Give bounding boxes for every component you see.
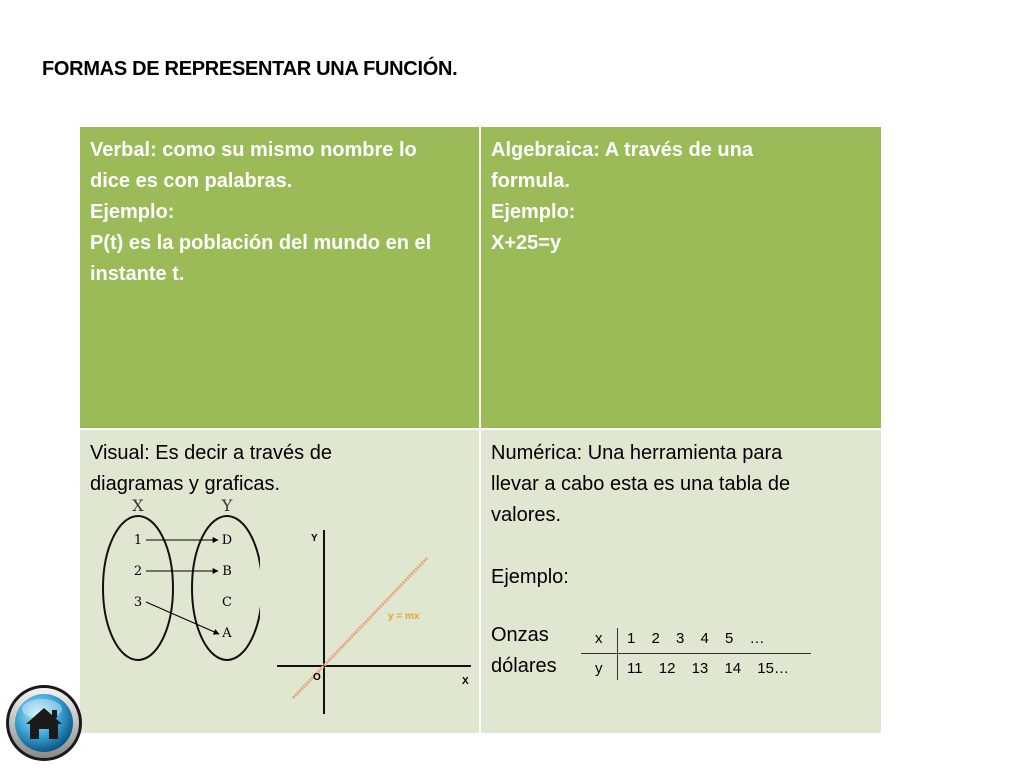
- dolares-label: dólares: [491, 655, 557, 677]
- table-divider-vertical: [617, 628, 618, 680]
- numerica-example-label: Ejemplo:: [491, 566, 569, 588]
- numerica-line: Numérica: Una herramienta para: [491, 442, 783, 464]
- algebraica-line: Ejemplo:: [491, 201, 576, 223]
- cell-visual: [80, 430, 479, 733]
- home-button[interactable]: [4, 683, 84, 763]
- graph-line-label: y = mx: [388, 611, 420, 622]
- table-y-values: 11 12 13 14 15…: [627, 660, 789, 677]
- page-title: FORMAS DE REPRESENTAR UNA FUNCIÓN.: [42, 58, 458, 80]
- verbal-line: P(t) es la población del mundo en el: [90, 232, 432, 254]
- codomain-element: A: [222, 626, 232, 641]
- visual-line: diagramas y graficas.: [90, 473, 281, 495]
- values-table: [581, 626, 816, 686]
- algebraica-line: formula.: [491, 170, 570, 192]
- domain-element: 2: [133, 564, 143, 579]
- numerica-line: valores.: [491, 504, 562, 526]
- verbal-line: dice es con palabras.: [90, 170, 293, 192]
- graph-y-label: Y: [311, 533, 318, 544]
- home-icon: [4, 683, 84, 763]
- mapping-diagram: [90, 498, 260, 668]
- representation-grid: [80, 127, 880, 732]
- verbal-line: Ejemplo:: [90, 201, 175, 223]
- cell-numerica: [481, 430, 881, 733]
- verbal-line: Verbal: como su mismo nombre lo: [90, 139, 417, 161]
- cell-algebraica: [481, 127, 881, 428]
- visual-line: Visual: Es decir a través de: [90, 442, 332, 464]
- table-y-label: y: [595, 660, 603, 677]
- cell-verbal: [80, 127, 479, 428]
- mapping-arrow: [146, 602, 219, 634]
- algebraica-line: Algebraica: A través de una: [491, 139, 753, 161]
- algebraica-line: X+25=y: [491, 232, 562, 254]
- graph-x-label: X: [462, 676, 469, 687]
- codomain-element: B: [222, 564, 232, 579]
- codomain-element: D: [221, 533, 233, 548]
- linear-graph: [275, 522, 475, 722]
- codomain-element: C: [222, 595, 232, 610]
- domain-element: 1: [133, 533, 143, 548]
- unit-labels: [491, 620, 557, 682]
- verbal-line: instante t.: [90, 263, 185, 285]
- domain-element: 3: [133, 595, 143, 610]
- table-x-values: 1 2 3 4 5 …: [627, 630, 765, 647]
- set-x-label: X: [132, 498, 144, 515]
- onzas-label: Onzas: [491, 624, 549, 646]
- graph-origin-label: O: [313, 672, 321, 683]
- set-y-label: Y: [221, 498, 233, 515]
- table-divider-horizontal: [581, 653, 811, 654]
- numerica-line: llevar a cabo esta es una tabla de: [491, 473, 791, 495]
- table-x-label: x: [595, 630, 603, 647]
